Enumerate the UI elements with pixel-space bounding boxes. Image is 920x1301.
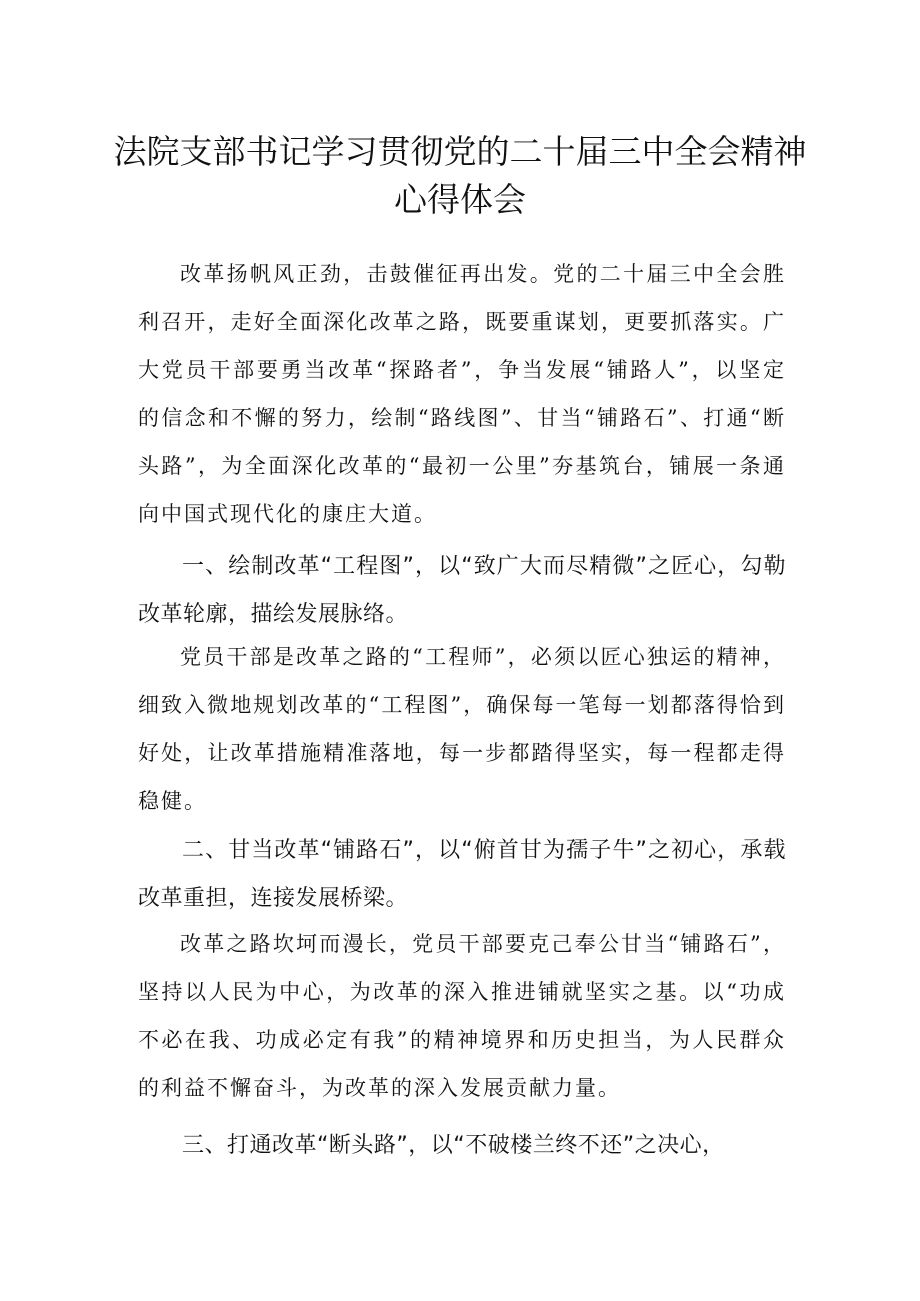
- intro-paragraph: 改革扬帆风正劲，击鼓催征再出发。党的二十届三中全会胜利召开，走好全面深化改革之路，既要重谋划，更要抓落实。广大党员干部要勇当改革“探路者”，争当发展“铺路人”，以坚定的信念和不懈的努力，绘制“路线图”、甘当“铺路石”、打通“断头路”，为全面深化改革的“最初一公里”夯基筑台，铺展一条通向中国式现代化的康庄大道。: [138, 262, 786, 526]
- document-title: 法院支部书记学习贯彻党的二十届三中全会精神心得体会: [113, 132, 807, 219]
- section-1-body: 党员干部是改革之路的“工程师”，必须以匠心独运的精神，细致入微地规划改革的“工程图”，确保每一笔每一划都落得恰到好处，让改革措施精准落地，每一步都踏得坚实，每一程都走得稳健。: [138, 645, 786, 813]
- section-2-body: 改革之路坎坷而漫长，党员干部要克己奉公甘当“铺路石”，坚持以人民为中心，为改革的深入推进铺就坚实之基。以“功成不必在我、功成必定有我”的精神境界和历史担当，为人民群众的利益不懈奋斗，为改革的深入发展贡献力量。: [138, 932, 786, 1100]
- section-1-heading: 一、绘制改革“工程图”，以“致广大而尽精微”之匠心，勾勒改革轮廓，描绘发展脉络。: [138, 554, 786, 627]
- section-2-heading: 二、甘当改革“铺路石”，以“俯首甘为孺子牛”之初心，承载改革重担，连接发展桥梁。: [138, 838, 786, 911]
- section-3-heading: 三、打通改革“断头路”，以“不破楼兰终不还”之决心，: [182, 1133, 725, 1158]
